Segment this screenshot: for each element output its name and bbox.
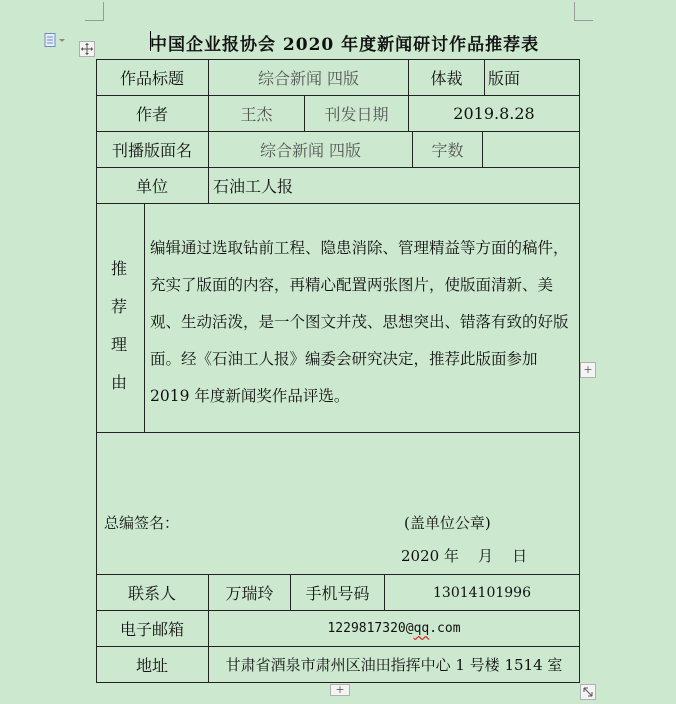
editor-signature-label: 总编签名： — [104, 514, 180, 532]
reason-label: 推荐理由 — [110, 259, 127, 392]
page-name-value[interactable]: 综合新闻 四版 — [259, 141, 362, 160]
plus-icon[interactable]: + — [580, 362, 596, 378]
contact-value[interactable]: 万瑞玲 — [225, 584, 274, 603]
word-count-label: 字数 — [431, 141, 464, 160]
work-title-label: 作品标题 — [119, 69, 184, 88]
genre-label: 体裁 — [430, 69, 463, 88]
work-title-value[interactable]: 综合新闻 四版 — [257, 69, 360, 88]
email-label: 电子邮箱 — [119, 620, 184, 639]
crop-mark-top-right — [574, 2, 593, 21]
page-title: 中国企业报协会 2020 年度新闻研讨作品推荐表 — [150, 35, 540, 55]
publish-date-value[interactable]: 2019.8.28 — [453, 104, 535, 123]
signature-date: 2020 年 月 日 — [401, 547, 528, 565]
phone-value[interactable]: 13014101996 — [433, 584, 531, 601]
author-value[interactable]: 王杰 — [240, 105, 273, 124]
contact-label: 联系人 — [127, 584, 176, 603]
unit-value[interactable]: 石油工人报 — [213, 177, 294, 196]
email-user: 1229817320@ — [327, 621, 414, 636]
word-count-value[interactable] — [483, 132, 579, 167]
page-name-label: 刊播版面名 — [111, 141, 192, 160]
email-tld: .com — [429, 621, 461, 636]
phone-label: 手机号码 — [305, 584, 370, 603]
resize-icon[interactable] — [580, 684, 596, 700]
crop-mark-top-left — [85, 2, 104, 21]
unit-label: 单位 — [135, 177, 168, 196]
seal-note: (盖单位公章) — [404, 514, 491, 532]
address-value[interactable]: 甘肃省酒泉市肃州区油田指挥中心 1 号楼 1514 室 — [225, 656, 563, 674]
add-row-plus-icon[interactable]: + — [330, 684, 350, 696]
genre-value[interactable]: 版面 — [488, 69, 521, 88]
reason-text[interactable]: 编辑通过选取钻前工程、隐患消除、管理精益等方面的稿件，充实了版面的内容，再精心配置两张图片，使版面清新、美观、生动活泼，是一个图文并茂、思想突出、错落有致的好版面。经《石油工人报》编委会研究决定，推荐此版面参加 2019 年度新闻奖作品评选。 — [150, 239, 569, 405]
author-label: 作者 — [135, 105, 168, 124]
address-label: 地址 — [135, 656, 168, 675]
move-handle-icon[interactable] — [79, 41, 95, 57]
email-value[interactable] — [209, 611, 579, 646]
document-icon[interactable] — [44, 33, 58, 49]
publish-date-label: 刊发日期 — [324, 105, 389, 124]
email-domain: qq — [413, 621, 430, 636]
